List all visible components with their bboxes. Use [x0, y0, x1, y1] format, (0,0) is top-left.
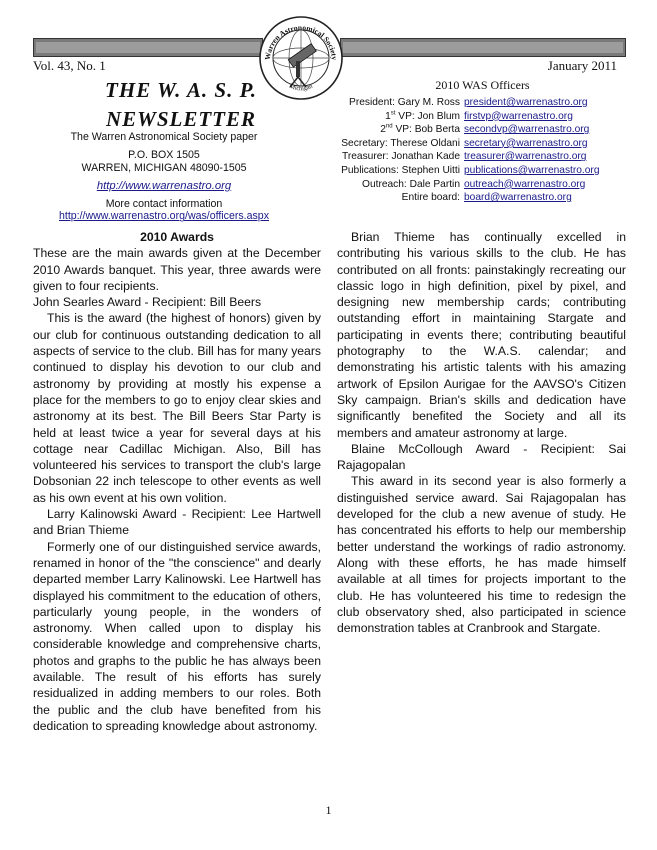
more-contact-label: More contact information	[105, 198, 223, 211]
svg-text:Warren Astronomical Society: Warren Astronomical Society	[262, 22, 340, 61]
article-paragraph: These are the main awards given at the December 2010 Awards banquet. This year, three awards were given to four recipients.	[33, 246, 321, 293]
article-paragraph: This award in its second year is also formerly a distinguished service award. Sai Rajagopalan has developed for the club a new avenue of study. He has concentrated his efforts to help our membership better understand the workings of radio astronomy. Along with these efforts, he has made himself available at all times for projects important to the club. He has volunteered his time to redesign the club observatory shed, also participated in science demonstration tables at Cranbrook and Stargate.	[337, 474, 626, 636]
officer-row	[332, 150, 632, 164]
website-link[interactable]: http://www.warrenastro.org	[96, 179, 232, 192]
officer-role: 1st VP: Jon Blum	[385, 110, 460, 122]
newsletter-title-line1: THE W. A. S. P.	[105, 78, 257, 102]
officer-email[interactable]: president@warrenastro.org	[464, 97, 588, 108]
officer-email[interactable]: secretary@warrenastro.org	[464, 137, 588, 149]
officers-page-link[interactable]: http://www.warrenastro.org/was/officers.aspx	[59, 210, 269, 223]
volume-number: Vol. 43, No. 1	[33, 58, 106, 73]
po-box: P.O. BOX 1505	[128, 149, 200, 162]
officers-list	[332, 96, 632, 205]
city-address: WARREN, MICHIGAN 48090-1505	[81, 161, 247, 174]
officer-row	[332, 164, 632, 178]
article-column-right	[337, 229, 626, 636]
contact-block	[33, 131, 295, 223]
officer-email[interactable]: board@warrenastro.org	[464, 192, 572, 204]
tagline: The Warren Astronomical Society paper	[70, 131, 258, 143]
officer-email[interactable]: outreach@warrenastro.org	[464, 178, 586, 190]
officer-role: 2nd VP: Bob Berta	[380, 123, 460, 136]
officer-role: Treasurer: Jonathan Kade	[342, 151, 460, 163]
page-number: 1	[325, 803, 332, 817]
officer-email[interactable]: firstvp@warrenastro.org	[464, 110, 573, 122]
svg-text:Michigan: Michigan	[288, 82, 314, 93]
officer-role: President: Gary M. Ross	[349, 97, 460, 108]
officer-role: Entire board:	[401, 192, 460, 204]
masthead	[33, 78, 293, 132]
officer-role: Secretary: Therese Oldani	[341, 137, 460, 149]
award-subheading: John Searles Award - Recipient: Bill Beers	[33, 295, 262, 310]
article-paragraph: This is the award (the highest of honors) given by our club for continuous outstanding dedication to all aspects of service to the club. Bill has for many years continued to display his devotion to our club and astronomy by providing at mostly his expense a place for the members to go to enjoy clear skies and astronomy at its best. The Bill Beers Star Party is held at least twice a year for several days at his cottage near Cadillac Michigan. Also, Bill has volunteered his services to transport the club's large Dobsonian 22 inch telescope to other events as well as his own event at his own volition.	[33, 311, 321, 505]
officers-heading: 2010 WAS Officers	[435, 78, 530, 92]
officer-row	[332, 137, 632, 151]
article-paragraph: Formerly one of our distinguished service awards, renamed in honor of the "the conscience" and dearly departed member Larry Kalinowski. Lee Hartwell has displayed his commitment to the education of others, particularly young people, in the wonders of astronomy. When called upon to display his considerable knowledge and comprehensive charts, photos and graphs to the public he has always been available. The result of his efforts has surely residualized in adding members to our roles. Both the public and the club have benefited from his dedication to spreading knowledge about astronomy.	[33, 539, 321, 733]
officer-row	[332, 178, 632, 192]
article-heading: 2010 Awards	[140, 230, 214, 244]
officer-role: Outreach: Dale Partin	[362, 178, 460, 190]
article-paragraph: Brian Thieme has continually excelled in contributing his various skills to the club. He has contributed on all fronts: painstakingly recreating our classic logo in high definition, pixel by pixel, and designing new membership cards; contributing outstanding effort in maintaining Stargate and participating in events there; contributing beautiful photography to the W.A.S. calendar; and demonstrating his artistic talents with his amazing artwork of Epsilon Aurigae for the AAVSO's Citizen Sky campaign. Brian's skills and dedication have significantly benefited the Society and all its members and amateur astronomy at large.	[337, 230, 626, 440]
officer-email[interactable]: publications@warrenastro.org	[464, 164, 600, 176]
officer-email[interactable]: treasurer@warrenastro.org	[464, 151, 587, 163]
officer-row	[332, 123, 632, 137]
issue-date: January 2011	[547, 58, 617, 73]
officer-row	[332, 191, 632, 205]
award-subheading: Larry Kalinowski Award - Recipient: Lee Hartwell and Brian Thieme	[33, 507, 321, 538]
officer-row	[332, 110, 632, 124]
officer-row	[332, 96, 632, 110]
article-column-left	[33, 229, 321, 734]
newsletter-title-line2: NEWSLETTER	[105, 107, 257, 131]
header-band-left	[33, 38, 263, 57]
header-band-right	[340, 38, 626, 57]
award-subheading: Blaine McCollough Award - Recipient: Sai Rajagopalan	[337, 441, 626, 473]
officer-role: Publications: Stephen Uitti	[341, 164, 460, 176]
officer-email[interactable]: secondvp@warrenastro.org	[464, 124, 590, 136]
